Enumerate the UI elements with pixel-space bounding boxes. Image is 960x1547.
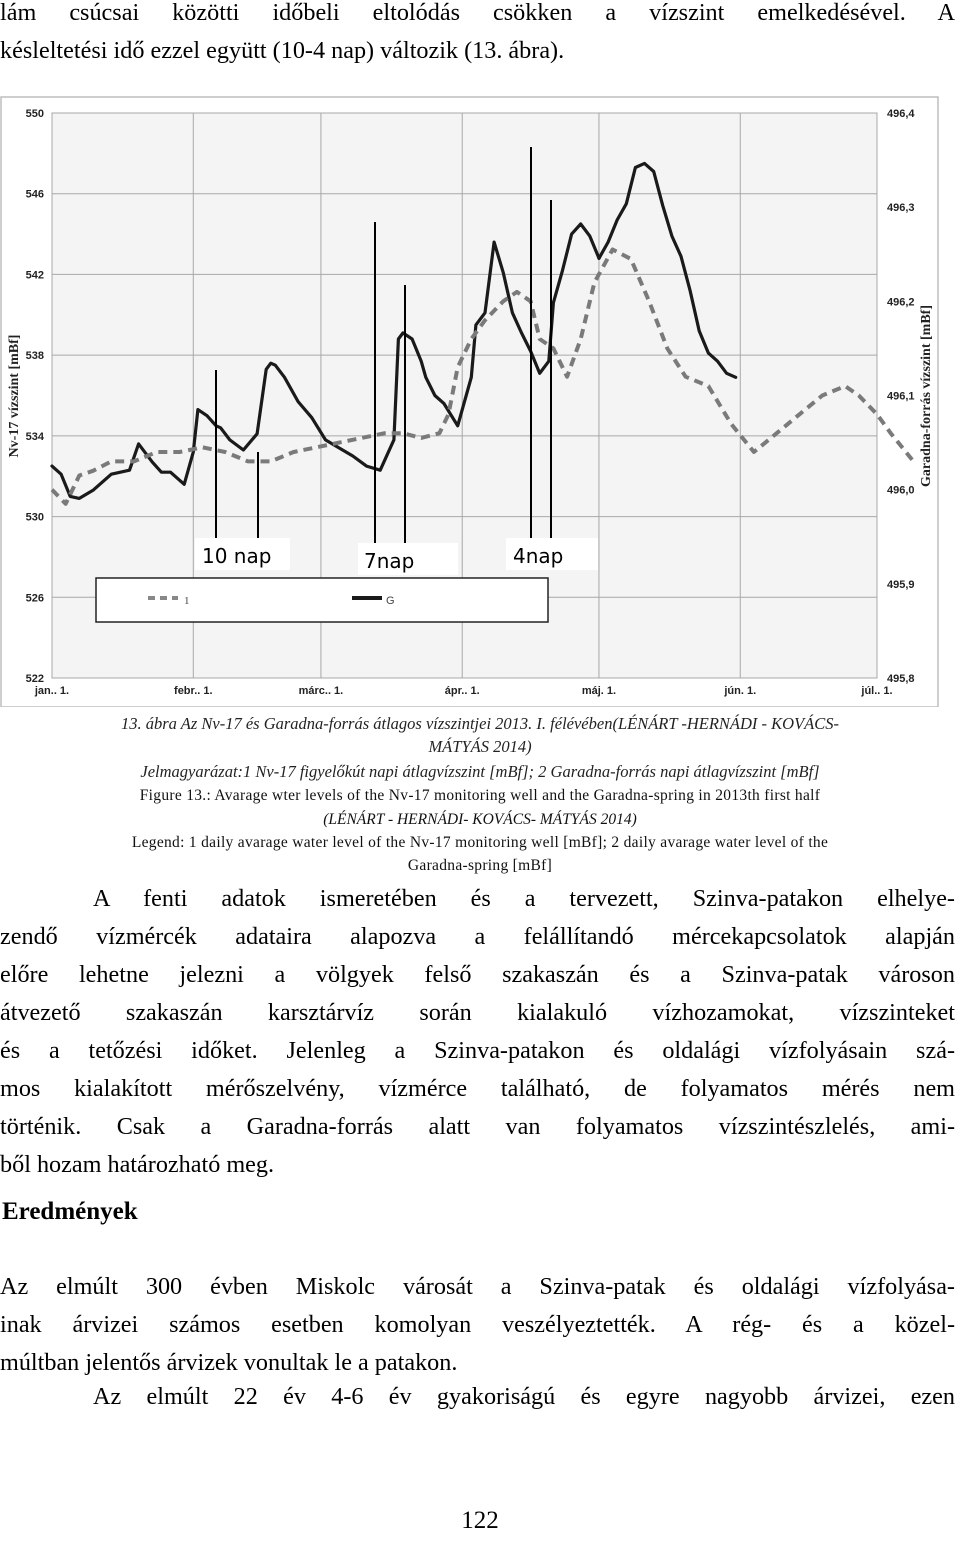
x-axis-tick-label: jún. 1. <box>724 685 757 697</box>
paragraph-line: mos kialakított mérőszelvény, vízmérce található, de folyamatos mérés nem <box>0 1075 955 1102</box>
paragraph-line: zendő vízmércék adataira alapozva a felállítandó mércekapcsolatok alapján <box>0 923 955 950</box>
left-axis-tick-label: 534 <box>25 430 44 443</box>
paragraph-line: történik. Csak a Garadna-forrás alatt van folyamatos vízszintészlelés, ami- <box>0 1113 955 1140</box>
left-axis-tick-label: 550 <box>25 108 44 120</box>
left-axis-label: Nv-17 vízszint [mBf] <box>7 334 22 458</box>
legend <box>96 578 548 622</box>
caption-en-line-2: (LÉNÁRT - HERNÁDI- KOVÁCS- MÁTYÁS 2014) <box>323 811 637 828</box>
right-axis-label: Garadna-forrás vízszint [mBf] <box>919 305 934 487</box>
delay-label-7nap: 7nap <box>364 549 415 573</box>
paragraph-2 <box>0 1268 955 1382</box>
x-axis-tick-label: jan.. 1. <box>34 685 70 697</box>
section-heading: Eredmények <box>2 1198 138 1225</box>
left-axis-tick-label: 542 <box>25 269 44 282</box>
legend-label-1: 1 <box>184 595 190 607</box>
caption-en-legend-2: Garadna-spring [mBf] <box>407 857 553 874</box>
paragraph-line: előre lehetne jelezni a völgyek felső szakaszán és a Szinva-patak városon <box>0 961 955 988</box>
x-axis-tick-label: márc.. 1. <box>298 685 344 697</box>
caption-en-line-1: Figure 13.: Avarage wter levels of the Nv-17 monitoring well and the Garadna-spring in 2013th first half <box>139 787 821 804</box>
paragraph-line: múltban jelentős árvizek vonultak le a patakon. <box>0 1349 458 1376</box>
paragraph-1 <box>0 880 955 1184</box>
paragraph-3 <box>0 1378 955 1416</box>
caption-en-legend-1: Legend: 1 daily avarage water level of the Nv-17 monitoring well [mBf]; 2 daily avarage water level of the <box>131 834 829 851</box>
paragraph-line: Az elmúlt 300 évben Miskolc városát a Szinva-patak és oldalági vízfolyása- <box>0 1273 955 1300</box>
right-axis-tick-label: 496,3 <box>887 202 915 215</box>
paragraph-line: A fenti adatok ismeretében és a tervezett, Szinva-patakon elhelye- <box>93 885 955 912</box>
intro-paragraph <box>0 0 955 70</box>
paragraph-line: inak árvizei számos esetben komolyan veszélyeztették. A rég- és a közel- <box>0 1311 955 1338</box>
left-axis-tick-label: 546 <box>25 188 44 201</box>
x-axis-tick-label: febr.. 1. <box>174 685 213 697</box>
delay-label-4nap: 4nap <box>513 544 564 568</box>
caption-hu-line-1: 13. ábra Az Nv-17 és Garadna-forrás átlagos vízszintjei 2013. I. félévében(LÉNÁRT -HERNÁDI - KOVÁCS- <box>121 714 839 733</box>
caption-hu-legend: Jelmagyarázat:1 Nv-17 figyelőkút napi átlagvízszint [mBf]; 2 Garadna-forrás napi átlagvízszint [mBf] <box>140 762 820 781</box>
page-number: 122 <box>461 1507 499 1534</box>
left-axis-tick-label: 522 <box>25 673 44 685</box>
legend-label-2: G <box>386 595 395 607</box>
right-axis-tick-label: 496,2 <box>887 296 915 309</box>
delay-labels <box>195 538 598 575</box>
caption-hu-line-2: MÁTYÁS 2014) <box>428 737 532 756</box>
x-axis-tick-label: júl.. 1. <box>861 685 893 697</box>
right-axis-tick-label: 496,4 <box>887 108 915 120</box>
right-axis-tick-label: 496,1 <box>887 390 915 403</box>
delay-label-10-nap: 10 nap <box>202 544 272 568</box>
right-axis-tick-label: 495,8 <box>887 673 915 685</box>
left-axis-tick-label: 538 <box>25 350 44 363</box>
paragraph-line: átvezető szakaszán karsztárvíz során kialakuló vízhozamokat, vízszinteket <box>0 999 955 1026</box>
x-axis-tick-label: máj. 1. <box>581 685 617 697</box>
intro-line-1: lám csúcsai közötti időbeli eltolódás csökken a vízszint emelkedésével. A <box>0 0 955 26</box>
x-axis-tick-label: ápr.. 1. <box>444 685 480 697</box>
right-axis-tick-label: 496,0 <box>887 484 915 497</box>
left-axis-tick-label: 526 <box>25 592 44 605</box>
intro-line-2: késleltetési idő ezzel együtt (10-4 nap) változik (13. ábra). <box>0 37 565 64</box>
left-axis-tick-label: 530 <box>25 511 44 524</box>
paragraph-line: ből hozam határozható meg. <box>0 1151 275 1178</box>
right-axis-tick-label: 495,9 <box>887 578 915 591</box>
paragraph-line: Az elmúlt 22 év 4-6 év gyakoriságú és egyre nagyobb árvizei, ezen <box>93 1383 955 1410</box>
paragraph-line: és a tetőzési időket. Jelenleg a Szinva-patakon és oldalági vízfolyásain szá- <box>0 1037 955 1064</box>
water-level-chart <box>0 95 940 707</box>
